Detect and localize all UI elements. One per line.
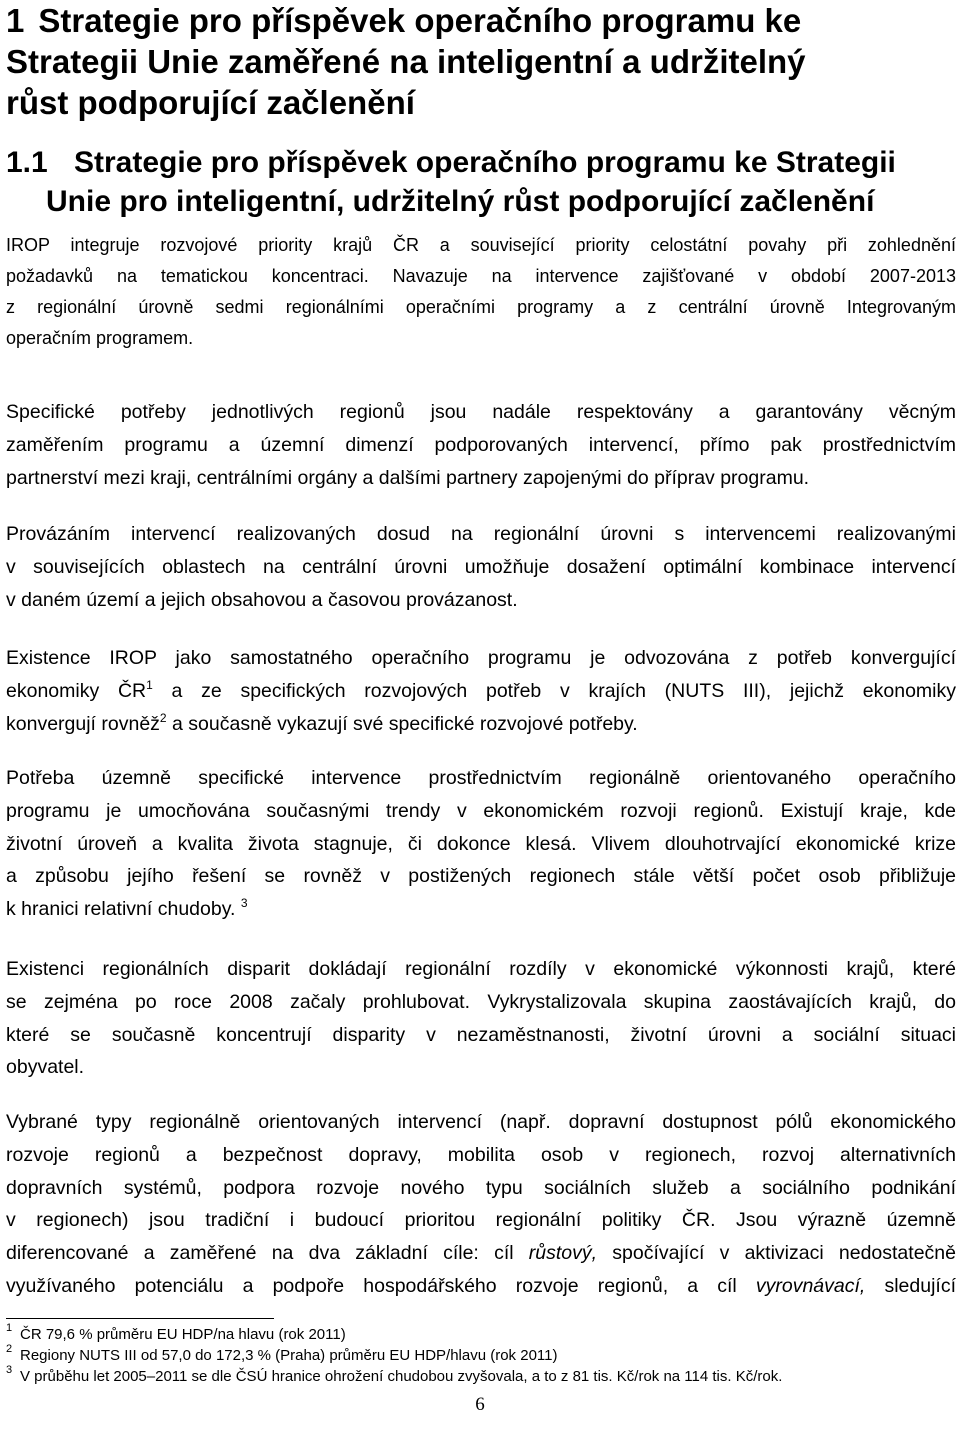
footnote-2 — [6, 1345, 956, 1366]
text-line — [6, 1237, 956, 1270]
section-title-line-1: Strategie pro příspěvek operačního programu ke Strategii — [74, 146, 896, 179]
text-fragment: a současně vykazují své specifické rozvojové potřeby. — [166, 712, 638, 735]
paragraph-intervention-types — [6, 1106, 956, 1303]
footnotes — [6, 1324, 956, 1387]
text-fragment: sledující — [865, 1274, 956, 1297]
text-line — [6, 708, 956, 741]
footnote-mark: 1 — [6, 1322, 13, 1334]
text-line — [6, 1270, 956, 1303]
text-line: Provázáním intervencí realizovaných dosud na regionální úrovni s intervencemi realizovanými — [6, 523, 956, 545]
text-line: Existence IROP jako samostatného operačního programu je odvozována z potřeb konvergující — [6, 647, 956, 669]
chapter-title-line-2: Strategii Unie zaměřené na inteligentní a udržitelný — [6, 43, 806, 80]
text-line: operačním programem. — [6, 328, 194, 348]
footnote-mark: 3 — [6, 1364, 13, 1376]
footnote-separator — [6, 1318, 274, 1319]
text-fragment: využívaného potenciálu a podpoře hospodářského rozvoje regionů, a cíl — [6, 1274, 756, 1297]
text-line: v souvisejících oblastech na centrální úrovni umožňuje dosažení optimální kombinace intervencí — [6, 555, 956, 578]
text-line: rozvoje regionů a bezpečnost dopravy, mobilita osob v regionech, rozvoj alternativních — [6, 1143, 956, 1166]
footnote-3 — [6, 1366, 956, 1387]
text-line: Specifické potřeby jednotlivých regionů jsou nadále respektovány a garantovány věcným — [6, 401, 956, 423]
section-title-line-2: Unie pro inteligentní, udržitelný růst podporující začlenění — [46, 185, 875, 218]
paragraph-regional-disparities — [6, 953, 956, 1084]
paragraph-interlinking — [6, 518, 956, 616]
section-heading — [6, 143, 956, 221]
paragraph-irop-existence — [6, 642, 956, 740]
text-fragment: a ze specifických rozvojových potřeb v krajích (NUTS III), jejichž ekonomiky — [152, 679, 956, 702]
paragraph-specific-needs — [6, 396, 956, 494]
text-line: dopravních systémů, podpora rozvoje nového typu sociálních služeb a sociálního podnikání — [6, 1176, 956, 1199]
text-fragment: ekonomiky ČR — [6, 679, 147, 702]
page-number: 6 — [475, 1394, 485, 1415]
text-fragment: diferencované a zaměřené na dva základní cíle: cíl — [6, 1242, 529, 1265]
text-line: Vybrané typy regionálně orientovaných intervencí (např. dopravní dostupnost pólů ekonomického — [6, 1111, 956, 1133]
footnote-text: V průběhu let 2005–2011 se dle ČSÚ hranice ohrožení chudobou zvyšovala, a to z 81 tis. Kč/rok na 114 tis. Kč/rok. — [20, 1368, 783, 1385]
text-fragment: k hranici relativní chudoby. — [6, 898, 236, 921]
text-line: v daném území a jejich obsahovou a časovou provázanost. — [6, 588, 518, 611]
text-line: programu je umocňována současnými trendy v ekonomickém rozvoji regionů. Existují kraje, kde — [6, 799, 956, 822]
text-fragment: konvergují rovněž — [6, 712, 160, 735]
text-line: Existenci regionálních disparit dokládají regionální rozdíly v ekonomické výkonnosti krajů, které — [6, 958, 956, 980]
paragraph-territorial-need — [6, 762, 956, 926]
footnote-ref-3: 3 — [240, 896, 248, 911]
footnote-1 — [6, 1324, 956, 1345]
chapter-title-line-3: růst podporující začlenění — [6, 84, 415, 121]
text-line: které se současně koncentrují disparity v nezaměstnanosti, životní úrovni a sociální situaci — [6, 1023, 956, 1046]
text-line: obyvatel. — [6, 1056, 85, 1079]
text-fragment: spočívající v aktivizaci nedostatečně — [597, 1242, 956, 1265]
text-line: a způsobu jejího řešení se rovněž v postižených regionech stále větší počet osob přibližuje — [6, 865, 956, 888]
italic-term: vyrovnávací, — [755, 1274, 866, 1297]
paragraph-irop-integration — [6, 230, 956, 354]
text-line: v regionech) jsou tradiční i budoucí prioritou regionální politiky ČR. Jsou výrazně územně — [6, 1209, 956, 1232]
footnote-ref-2: 2 — [159, 710, 167, 725]
chapter-title-line-1: Strategie pro příspěvek operačního programu ke — [38, 2, 802, 39]
text-line — [6, 675, 956, 708]
text-line: IROP integruje rozvojové priority krajů ČR a související priority celostátní povahy při zohlednění — [6, 235, 956, 255]
text-line: z regionální úrovně sedmi regionálními operačními programy a z centrální úrovně Integrovaným — [6, 297, 956, 317]
section-number: 1.1 — [6, 146, 48, 179]
chapter-number: 1 — [6, 2, 25, 39]
text-line: Potřeba územně specifické intervence prostřednictvím regionálně orientovaného operačního — [6, 767, 956, 789]
footnote-text: Regiony NUTS III od 57,0 do 172,3 % (Praha) průměru EU HDP/hlavu (rok 2011) — [20, 1347, 558, 1364]
text-line: zaměřením programu a územní dimenzí podporovaných intervencí, přímo pak prostřednictvím — [6, 433, 956, 456]
chapter-heading — [6, 0, 956, 123]
text-line — [6, 893, 956, 926]
italic-term: růstový, — [528, 1242, 598, 1265]
footnote-mark: 2 — [6, 1343, 13, 1355]
text-line: partnerství mezi kraji, centrálními orgány a dalšími partnery zapojenými do příprav programu. — [6, 466, 810, 489]
text-line: životní úroveň a kvalita života stagnuje, či dokonce klesá. Vlivem dlouhotrvající ekonomické krize — [6, 832, 956, 855]
footnote-ref-1: 1 — [146, 677, 153, 692]
text-line: požadavků na tematickou koncentraci. Navazuje na intervence zajišťované v období 2007-2013 — [6, 266, 956, 286]
footnote-text: ČR 79,6 % průměru EU HDP/na hlavu (rok 2011) — [20, 1326, 346, 1343]
text-line: se zejména po roce 2008 začaly prohlubovat. Vykrystalizovala skupina zaostávajících krajů, do — [6, 990, 956, 1013]
